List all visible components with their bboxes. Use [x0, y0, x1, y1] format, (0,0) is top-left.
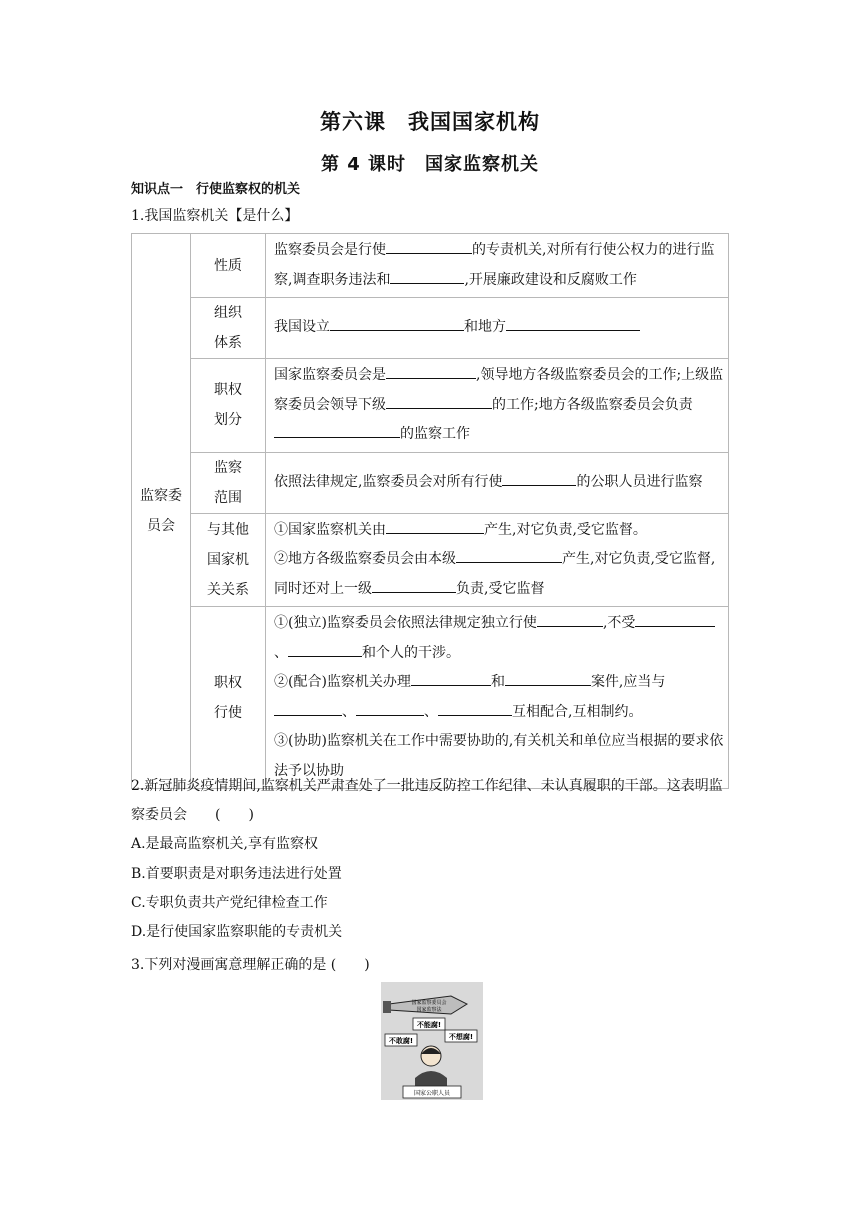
lesson-title: 第六课 我国国家机构: [320, 110, 540, 134]
row-label-exercise: 职权 行使: [191, 607, 266, 789]
section-title: 第 4 课时 国家监察机关: [320, 154, 540, 175]
answer-blank[interactable]: [356, 700, 424, 716]
option-b[interactable]: B.首要职责是对职务违法进行处置: [131, 866, 342, 882]
answer-blank[interactable]: [438, 700, 512, 716]
table-row: [132, 234, 729, 298]
question-1-prompt: 1.我国监察机关【是什么】: [131, 208, 299, 224]
table-row: [132, 359, 729, 453]
table-row: [132, 452, 729, 513]
answer-blank[interactable]: [386, 238, 472, 254]
question-2-stem: 2.新冠肺炎疫情期间,监察机关严肃查处了一批违反防控工作纪律、未认真履职的干部。这表明监察委员会 ( ): [131, 778, 723, 823]
row-label-relations: 与其他 国家机 关关系: [191, 513, 266, 607]
row-content-system: 我国设立 和地方: [266, 298, 729, 359]
answer-blank[interactable]: [506, 315, 640, 331]
sign-3-text: 不想腐!: [448, 1033, 474, 1041]
row-content-scope: 依照法律规定,监察委员会对所有行使 的公职人员进行监察: [266, 452, 729, 513]
row-content-powers: 国家监察委员会是 ,领导地方各级监察委员会的工作;上级监察委员会领导下级 的工作;地方各级监察委员会负责的监察工作: [266, 359, 729, 453]
answer-blank[interactable]: [274, 700, 342, 716]
group-label: 监察委 员会: [132, 234, 191, 789]
answer-blank[interactable]: [456, 547, 562, 563]
supervision-table: [131, 233, 729, 789]
answer-blank[interactable]: [390, 268, 464, 284]
row-label-scope: 监察 范围: [191, 452, 266, 513]
knowledge-point-heading: 知识点一 行使监察权的机关: [131, 182, 301, 197]
option-a[interactable]: A.是最高监察机关,享有监察权: [131, 836, 319, 852]
sign-1-text: 不能腐!: [416, 1021, 442, 1029]
option-c[interactable]: C.专职负责共产党纪律检查工作: [131, 895, 328, 911]
cartoon-image: [381, 982, 483, 1100]
sword-hilt: [383, 1001, 391, 1013]
row-label-powers: 职权 划分: [191, 359, 266, 453]
sword-text-2: 国家监察法: [416, 1007, 442, 1013]
table-row: [132, 298, 729, 359]
answer-blank[interactable]: [372, 577, 456, 593]
row-content-relations: ①国家监察机关由 产生,对它负责,受它监督。 ②地方各级监察委员会由本级 产生,对它负责,受它监督,同时还对上一级 负责,受它监督: [266, 513, 729, 607]
table-row: [132, 607, 729, 789]
row-label-nature: 性质: [191, 234, 266, 298]
row-content-exercise: ①(独立)监察委员会依照法律规定独立行使 ,不受、 和个人的干涉。 ②(配合)监察机关办理 和 案件,应当与、 、 互相配合,互相制约。 ③(协助)监察机关在工作中需要协助的,有关机关和单位应当根据的要求依法予以协助: [266, 607, 729, 789]
sign-2-text: 不敢腐!: [388, 1037, 414, 1045]
answer-blank[interactable]: [502, 470, 576, 486]
answer-blank[interactable]: [386, 393, 492, 409]
answer-blank[interactable]: [386, 363, 476, 379]
sword-text-1: 国家监察委员会: [411, 1000, 447, 1006]
answer-blank[interactable]: [274, 422, 400, 438]
option-d[interactable]: D.是行使国家监察职能的专责机关: [131, 924, 343, 940]
question-3-stem: 3.下列对漫画寓意理解正确的是 ( ): [131, 957, 370, 973]
answer-blank[interactable]: [411, 670, 491, 686]
answer-blank[interactable]: [537, 611, 603, 627]
answer-blank[interactable]: [288, 641, 362, 657]
answer-blank[interactable]: [505, 670, 591, 686]
desk-label: 国家公职人员: [413, 1090, 451, 1097]
answer-blank[interactable]: [330, 315, 464, 331]
row-label-system: 组织 体系: [191, 298, 266, 359]
table-row: [132, 513, 729, 607]
row-content-nature: 监察委员会是行使 的专责机关,对所有行使公权力的进行监察,调查职务违法和 ,开展廉政建设和反腐败工作: [266, 234, 729, 298]
answer-blank[interactable]: [635, 611, 715, 627]
answer-blank[interactable]: [386, 518, 484, 534]
